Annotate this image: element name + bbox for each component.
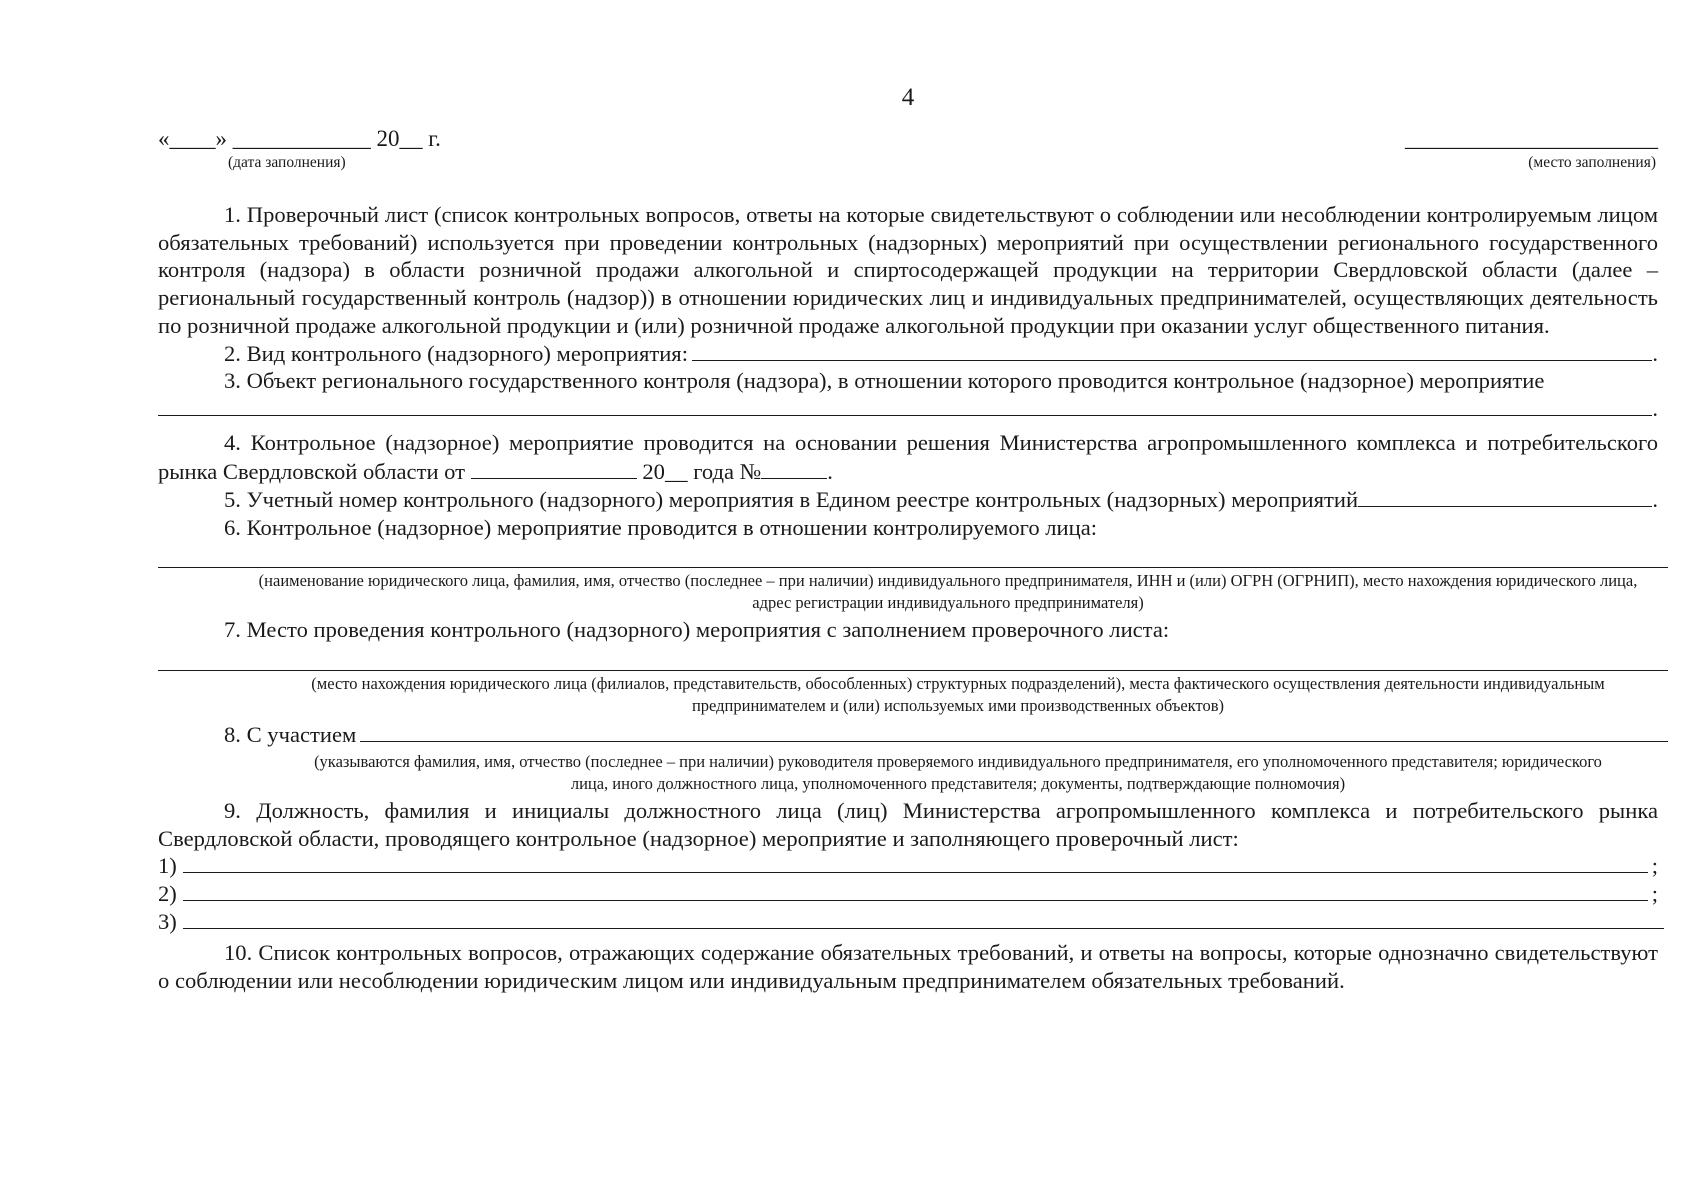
fill-place-field: ______________________	[1405, 126, 1658, 151]
item-4-period: .	[827, 459, 833, 485]
official-row-1-blank-line	[183, 852, 1648, 873]
item-5-period: .	[1652, 487, 1658, 513]
official-row-2-blank-line	[183, 880, 1648, 901]
fill-date-caption: (дата заполнения)	[228, 154, 346, 171]
item-4-text: 4. Контрольное (надзорное) мероприятие проводится на основании решения Министерства агропромышленного комплекса и потребительского рынка Свердловской области от	[158, 429, 1658, 485]
official-row-1	[158, 852, 1658, 880]
item-5-blank-line	[1358, 486, 1652, 507]
item-6-blank-line	[158, 543, 1668, 568]
official-row-1-number: 1)	[158, 853, 177, 879]
official-row-3-number: 3)	[158, 908, 177, 934]
official-row-1-end: ;	[1651, 853, 1658, 879]
item-5-row	[158, 486, 1658, 514]
item-7-blank-line	[158, 646, 1668, 671]
item-10-paragraph: 10. Список контрольных вопросов, отражающих содержание обязательных требований, и ответы на вопросы, которые однозначно свидетельствуют о соблюдении или несоблюдении юридическим лицом или индивидуальным предпринимателем обязательных требований.	[158, 940, 1658, 994]
item-2-label: 2. Вид контрольного (надзорного) мероприятия:	[224, 340, 688, 366]
item-4-year-text: 20__ года №	[642, 459, 762, 485]
item-3-blank-line	[158, 395, 1652, 416]
official-row-3	[158, 908, 1658, 936]
item-2-period: .	[1652, 340, 1658, 366]
item-3-blank-row	[158, 395, 1658, 423]
document-page	[158, 0, 1658, 1200]
item-5-label: 5. Учетный номер контрольного (надзорного) мероприятия в Едином реестре контрольных (надзорных) мероприятий	[224, 487, 1359, 513]
item-1-paragraph: 1. Проверочный лист (список контрольных вопросов, ответы на которые свидетельствуют о соблюдении или несоблюдении контролируемым лицом обязательных требований) используется при проведении контрольных (надзорных) мероприятий при осуществлении регионального государственного контроля (надзора) в области розничной продажи алкогольной и спиртосодержащей продукции на территории Свердловской области (далее – региональный государственный контроль (надзор)) в отношении юридических лиц и индивидуальных предпринимателей, осуществляющих деятельность по розничной продаже алкогольной продукции и (или) розничной продаже алкогольной продукции при оказании услуг общественного питания.	[158, 202, 1658, 338]
official-row-3-blank-line	[183, 908, 1664, 929]
item-2-row	[158, 340, 1658, 368]
official-row-2-end: ;	[1651, 880, 1658, 906]
item-4-paragraph	[158, 429, 1658, 486]
item-9-paragraph: 9. Должность, фамилия и инициалы должностного лица (лиц) Министерства агропромышленного комплекса и потребительского рынка Свердловской области, проводящего контрольное (надзорное) мероприятие и заполняющего проверочный лист:	[158, 797, 1658, 851]
item-4-date-blank	[471, 456, 637, 479]
item-3-paragraph: 3. Объект регионального государственного контроля (надзора), в отношении которого проводится контрольное (надзорное) мероприятие	[224, 368, 1545, 394]
item-8-blank-line	[360, 721, 1668, 742]
item-2-blank-line	[692, 340, 1652, 361]
checklist-body	[158, 201, 1658, 995]
item-3-period: .	[1652, 395, 1658, 421]
official-row-2-number: 2)	[158, 880, 177, 906]
item-7-caption: (место нахождения юридического лица (филиалов, представительств, обособленных) структурных подразделений), места фактического осуществления деятельности индивидуальным предпринимателем и (или) используемых ими производственных объектов)	[311, 674, 1605, 716]
fill-date-field: «____» ____________ 20__ г.	[158, 126, 441, 151]
item-8-caption: (указываются фамилия, имя, отчество (последнее – при наличии) руководителя проверяемого индивидуального предпринимателя, его уполномоченного представителя; юридического лица, иного должностного лица, уполномоченного представителя; документы, подтверждающие полномочия)	[314, 751, 1602, 793]
item-7-paragraph: 7. Место проведения контрольного (надзорного) мероприятия с заполнением проверочного листа:	[224, 617, 1170, 643]
item-6-paragraph: 6. Контрольное (надзорное) мероприятие проводится в отношении контролируемого лица:	[224, 514, 1098, 540]
item-8-label: 8. С участием	[224, 722, 357, 748]
page-number: 4	[901, 84, 915, 111]
item-6-caption: (наименование юридического лица, фамилия, имя, отчество (последнее – при наличии) индивидуального предпринимателя, ИНН и (или) ОГРН (ОГРНИП), место нахождения юридического лица, адрес регистрации индивидуального предпринимателя)	[258, 571, 1638, 613]
item-4-number-blank	[761, 456, 827, 479]
item-8-row	[158, 721, 1658, 749]
fill-place-caption: (место заполнения)	[1528, 154, 1656, 171]
official-row-2	[158, 880, 1658, 908]
